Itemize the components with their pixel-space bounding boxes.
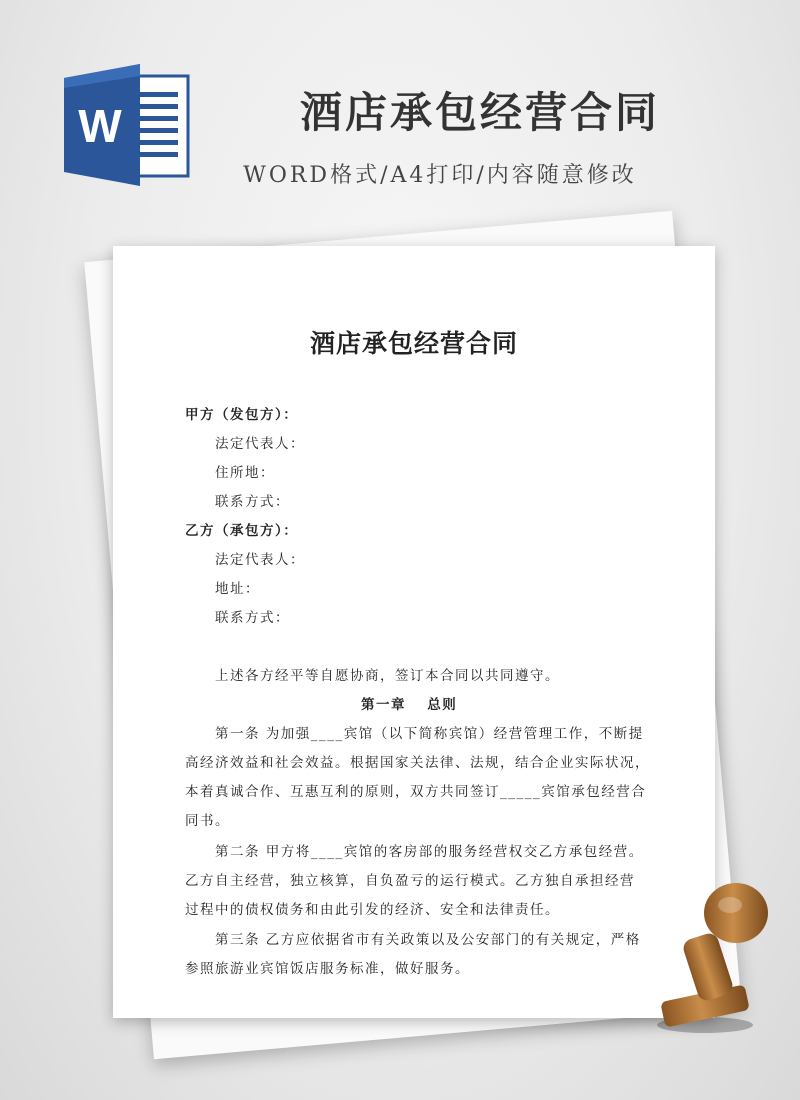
- party-b-legal-rep: 法定代表人：: [215, 552, 305, 568]
- wooden-stamp-icon: [650, 875, 775, 1035]
- page-title: 酒店承包经营合同: [299, 88, 660, 137]
- chapter-title: 第一章 总则: [361, 697, 458, 713]
- party-a-heading: 甲方（发包方）：: [185, 407, 299, 423]
- article-1-line: 本着真诚合作、互惠互利的原则，双方共同签订_____宾馆承包经营合: [185, 784, 647, 800]
- article-1-line: 高经济效益和社会效益。根据国家关法律、法规，结合企业实际状况，: [185, 755, 650, 771]
- document-page: [113, 246, 715, 1018]
- preamble: 上述各方经平等自愿协商，签订本合同以共同遵守。: [215, 668, 560, 684]
- document-title: 酒店承包经营合同: [309, 329, 518, 358]
- party-b-contact: 联系方式：: [215, 610, 290, 626]
- article-2-line: 第二条 甲方将____宾馆的客房部的服务经营权交乙方承包经营。: [215, 844, 644, 860]
- article-3-line: 第三条 乙方应依据省市有关政策以及公安部门的有关规定，严格: [215, 932, 641, 948]
- party-a-legal-rep: 法定代表人：: [215, 436, 305, 452]
- page-subtitle: WORD格式/A4打印/内容随意修改: [243, 163, 637, 188]
- party-a-address: 住所地：: [215, 465, 275, 481]
- party-b-heading: 乙方（承包方）：: [185, 523, 299, 539]
- header: [0, 0, 800, 210]
- article-3-line: 参照旅游业宾馆饭店服务标准，做好服务。: [185, 961, 470, 977]
- article-1-line: 第一条 为加强____宾馆（以下简称宾馆）经营管理工作，不断提: [215, 726, 644, 742]
- logo-letter: W: [78, 100, 122, 152]
- article-2-line: 过程中的债权债务和由此引发的经济、安全和法律责任。: [185, 902, 560, 918]
- party-a-contact: 联系方式：: [215, 494, 290, 510]
- article-2-line: 乙方自主经营，独立核算，自负盈亏的运行模式。乙方独自承担经营: [185, 873, 635, 889]
- party-b-address: 地址：: [215, 581, 260, 597]
- word-icon: [62, 62, 192, 188]
- article-1-line: 同书。: [185, 813, 230, 829]
